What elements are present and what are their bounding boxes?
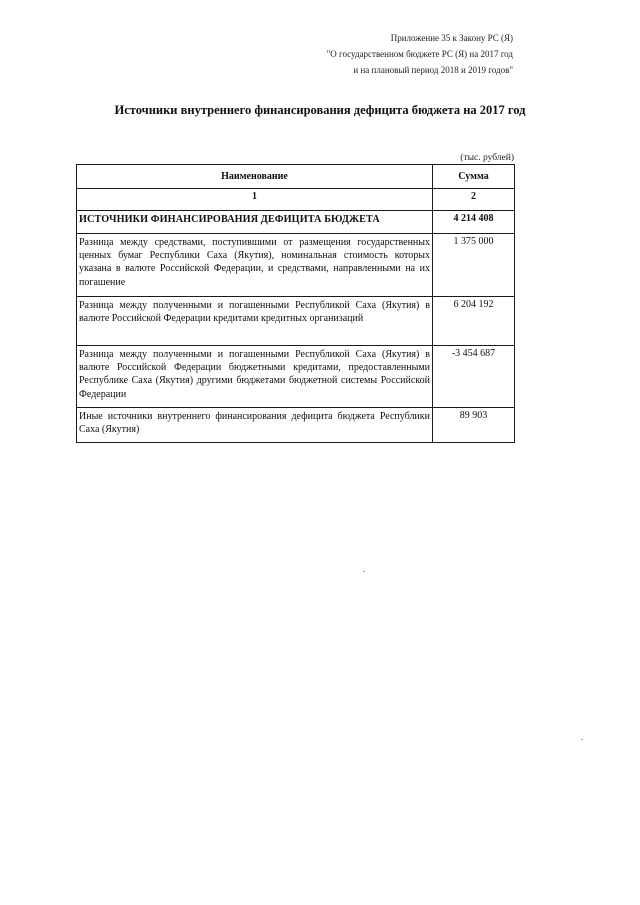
- row-amount: 1 375 000: [433, 234, 515, 297]
- appendix-line-1: Приложение 35 к Закону РС (Я): [390, 33, 513, 43]
- total-name: ИСТОЧНИКИ ФИНАНСИРОВАНИЯ ДЕФИЦИТА БЮДЖЕТА: [77, 211, 433, 234]
- column-index-2: 2: [433, 189, 515, 211]
- table-header-row: [77, 165, 515, 189]
- row-amount: 89 903: [433, 408, 515, 443]
- table-row: [77, 346, 515, 408]
- appendix-note: [327, 30, 513, 78]
- scan-speck: [581, 739, 583, 740]
- column-index-1: 1: [77, 189, 433, 211]
- row-amount: 6 204 192: [433, 297, 515, 346]
- units-label: (тыс. рублей): [460, 153, 514, 163]
- appendix-line-2: "О государственном бюджете РС (Я) на 2017 год: [326, 49, 513, 59]
- table-row: [77, 408, 515, 443]
- table-row: [77, 297, 515, 346]
- financing-sources-table: [76, 164, 515, 443]
- row-name: Разница между полученными и погашенными Республикой Саха (Якутия) в валюте Российской Федерации кредитами кредитных организаций: [77, 297, 433, 346]
- header-name: Наименование: [77, 165, 433, 189]
- row-name: Иные источники внутреннего финансирования дефицита бюджета Республики Саха (Якутия): [77, 408, 433, 443]
- scan-speck: [363, 571, 365, 572]
- header-amount: Сумма: [433, 165, 515, 189]
- column-index-row: [77, 189, 515, 211]
- row-name: Разница между полученными и погашенными Республикой Саха (Якутия) в валюте Российской Федерации бюджетными кредитами, предоставленными Республике Саха (Якутия) другими бюджетами бюджетной системы Российской Федерации: [77, 346, 433, 408]
- total-amount: 4 214 408: [433, 211, 515, 234]
- row-amount: -3 454 687: [433, 346, 515, 408]
- total-row: [77, 211, 515, 234]
- row-name: Разница между средствами, поступившими от размещения государственных ценных бумаг Республики Саха (Якутия), номинальная стоимость которых указана в валюте Российской Федерации, и средствами, направленными на их погашение: [77, 234, 433, 297]
- appendix-line-3: и на плановый период 2018 и 2019 годов": [353, 65, 513, 75]
- page-title: Источники внутреннего финансирования дефицита бюджета на 2017 год: [114, 103, 526, 117]
- table-row: [77, 234, 515, 297]
